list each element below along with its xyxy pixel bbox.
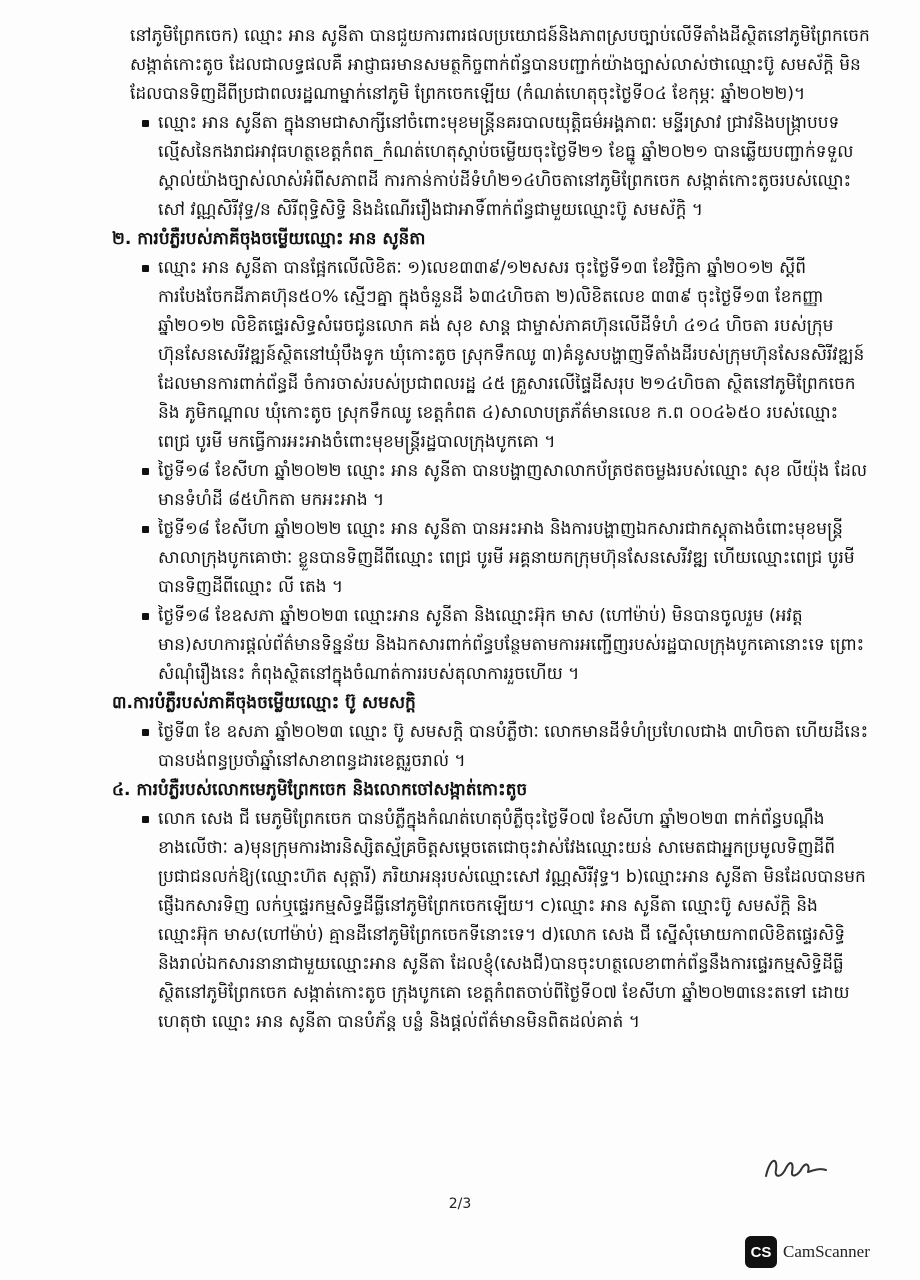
section-2-bullet-2: ថ្ងៃទី១៨ ខែសីហា ឆ្នាំ២០២២ ឈ្មោះ អាន សូនីតា បានបង្ហាញសាលាកប័ត្រថតចម្លងរបស់ឈ្មោះ សុខ លីយ៉ុង ដែលមានទំហំដី ៨៥ហិកតា មកអះអាង ។	[130, 457, 870, 515]
section-2-bullet-4: ថ្ងៃទី១៨ ខែឧសភា ឆ្នាំ២០២៣ ឈ្មោះអាន សូនីតា និងឈ្មោះអ៊ុក មាស (ហៅម៉ាប់) មិនបានចូលរួម (អវត្តមាន)សហការផ្តល់ព័ត៌មានទិន្នន័យ និងឯកសារពាក់ព័ន្ធបន្ថែមតាមការអញ្ជើញរបស់រដ្ឋបាលក្រុងបូកគោនោះទេ ព្រោះសំណុំរឿងនេះ កំពុងស្ថិតនៅក្នុងចំណាត់ការរបស់តុលាការរួចហើយ ។	[130, 602, 870, 689]
signature-mark	[760, 1148, 830, 1188]
section-2-heading: ២. ការបំភ្លឺរបស់ភាគីចុងចម្លើយឈ្មោះ អាន សូនីតា	[112, 229, 426, 249]
section-2-bullet-1: ឈ្មោះ អាន សូនីតា បានផ្អែកលើលិខិតៈ ១)លេខ៣៣៩/១២សសរ ចុះថ្ងៃទី១៣ ខែវិច្ឆិកា ឆ្នាំ២០១២ ស្តីពីការបែងចែកដីភាគហ៊ុន៥០% ស្មើៗគ្នា ក្នុងចំនួនដី ៦៣៤ហិចតា ២)លិខិតលេខ ៣៣៩ ចុះថ្ងៃទី១៣ ខែកញ្ញា ឆ្នាំ២០១២ លិខិតផ្ទេរសិទ្ធសំរេចជូនលោក គង់ សុខ សាន្ត ជាម្ចាស់ភាគហ៊ុនលើដីទំហំ ៤១៤ ហិចតា របស់ក្រុមហ៊ុនសែនសេរីវឌ្ឍន៍ស្ថិតនៅឃុំបឹងទូក ឃុំកោះតូច ស្រុកទឹកឈូ ៣)គំនូសបង្ហាញទីតាំងដីរបស់ក្រុមហ៊ុនសែនសិរីវឌ្ឍន៍ ដែលមានការពាក់ព័ន្ធដី ចំការចាស់របស់ប្រជាពលរដ្ឋ ៤៥ គ្រួសារលើផ្ទៃដីសរុប ២១៤ហិចតា ស្ថិតនៅភូមិព្រែកចេក និង ភូមិកណ្តាល ឃុំកោះតូច ស្រុកទឹកឈូ ខេត្តកំពត ៤)សាលាបត្រភ័ត៌មានលេខ ក.ព ០០៤៦៥០ របស់ឈ្មោះ ពេជ្រ បូរមី មកធ្វើការអះអាងចំពោះមុខមន្ត្រីរដ្ឋបាលក្រុងបូកគោ ។	[130, 254, 870, 457]
section-2-bullet-3: ថ្ងៃទី១៨ ខែសីហា ឆ្នាំ២០២២ ឈ្មោះ អាន សូនីតា បានអះអាង និងការបង្ហាញឯកសារជាកស្តុតាងចំពោះមុខមន្ត្រីសាលាក្រុងបូកគោថាៈ ខ្លួនបានទិញដីពីឈ្មោះ ពេជ្រ បូរមី អគ្គនាយកក្រុមហ៊ុនសែនសេរីវឌ្ឍ ហើយឈ្មោះពេជ្រ បូរមី បានទិញដីពីឈ្មោះ លី តេង ។	[130, 515, 870, 602]
section-3-bullet-1: ថ្ងៃទី៣ ខែ ឧសភា ឆ្នាំ២០២៣ ឈ្មោះ ប៊ូ សមសក្តិ បានបំភ្លឺថាៈ លោកមានដីទំហំប្រហែលជាង ៣ហិចតា ហើយដីនេះ បានបង់ពន្ធប្រចាំឆ្នាំនៅសាខាពន្ធដារខេត្តរួចរាល់ ។	[130, 718, 870, 776]
section-4-bullet-1: លោក សេង ជី មេភូមិព្រែកចេក បានបំភ្លឺក្នុងកំណត់ហេតុបំភ្លឺចុះថ្ងៃទី០៧ ខែសីហា ឆ្នាំ២០២៣ ពាក់ព័ន្ធបណ្តឹងខាងលើថាៈ a)មុនក្រុមការងារនិស្សិតស្ម័គ្រចិត្តសម្តេចតេជោចុះវាស់វែងឈ្មោះយន់ សាមេតជាអ្នកប្រមូលទិញដីពីប្រជាជនលក់ឱ្យ(ឈ្មោះហ៊ត សុត្តារី) ភរិយាអនុរបស់ឈ្មោះសៅ វណ្ណសិរីវុទ្ធ។ b)ឈ្មោះអាន សូនីតា មិនដែលបានមកផ្ញើឯកសារទិញ លក់ឬផ្ទេរកម្មសិទ្ធដីធ្លីនៅភូមិព្រែកចេកឡើយ។ c)ឈ្មោះ អាន សូនីតា ឈ្មោះប៊ូ សមស័ក្តិ និងឈ្មោះអ៊ុក មាស(ហៅម៉ាប់) គ្មានដីនៅភូមិព្រែកចេកទីនោះទេ។ d)លោក សេង ជី ស្នើសុំមោយកាពលិខិតផ្ទេរសិទ្ធិ និងរាល់ឯកសារនានាជាមួយឈ្មោះអាន សូនីតា ដែលខ្ញុំ(សេងជី)បានចុះហត្ថលេខាពាក់ព័ន្ធនឹងការផ្ទេរកម្មសិទ្ធិដីធ្លីស្ថិតនៅភូមិព្រែកចេក សង្កាត់កោះតូច ក្រុងបូកគោ ខេត្តកំពតចាប់ពីថ្ងៃទី០៧ ខែសីហា ឆ្នាំ២០២៣នេះតទៅ ដោយហេតុថា ឈ្មោះ អាន សូនីតា បានបំភ័ន្ត បន្លំ និងផ្តល់ព័ត៌មានមិនពិតដល់គាត់ ។	[130, 805, 870, 1037]
intro-paragraph: នៅភូមិព្រែកចេក) ឈ្មោះ អាន សូនីតា បានជួយការពារផលប្រយោជន៍និងភាពស្របច្បាប់លើទីតាំងដីស្ថិតនៅភូមិព្រែកចេក សង្កាត់កោះតូច ដែលជាលទ្ធផលគឺ អាជ្ញាធរមានសមត្ថកិច្ចពាក់ព័ន្ធបានបញ្ជាក់យ៉ាងច្បាស់លាស់ថាឈ្មោះប៊ូ សមស័ក្តិ មិនដែលបានទិញដីពីប្រជាពលរដ្ឋណាម្នាក់នៅភូមិ ព្រែកចេកឡើយ (កំណត់ហេតុចុះថ្ងៃទី០៤ ខែកុម្ភៈ ឆ្នាំ២០២២)។	[130, 26, 870, 104]
intro-bullet: ឈ្មោះ អាន សូនីតា ក្នុងនាមជាសាក្សីនៅចំពោះមុខមន្ត្រីនគរបាលយុត្តិធម៌អង្គភាពៈ មន្ទីរស្រាវ ជ្រាវនិងបង្ក្រាបបទល្មើសនៃកងរាជអាវុធហត្ថខេត្តកំពត_កំណត់ហេតុស្តាប់ចម្លើយចុះថ្ងៃទី២១ ខែធ្នូ ឆ្នាំ២០២១ បានឆ្លើយបញ្ជាក់ទទួលស្គាល់យ៉ាងច្បាស់លាស់អំពីសភាពដី ការកាន់កាប់ដីទំហំ២១៤ហិចតានៅភូមិព្រែកចេក សង្កាត់កោះតូចរបស់ឈ្មោះ សៅ វណ្ណសិរីវុទ្ធ/ន សិរីពុទ្ធិសិទ្ធិ និងដំណើររឿងជាអាទិ៍ពាក់ព័ន្ធជាមួយឈ្មោះប៊ូ សមស័ក្តិ ។	[130, 109, 870, 225]
section-4-heading: ៤. ការបំភ្លឺរបស់លោកមេភូមិព្រែកចេក និងលោកចៅសង្កាត់កោះតូច	[112, 780, 528, 800]
page-number: 2/3	[448, 1196, 472, 1212]
camscanner-label: CamScanner	[783, 1242, 870, 1261]
section-3-heading: ៣.ការបំភ្លឺរបស់ភាគីចុងចម្លើយឈ្មោះ ប៊ូ សមសក្តិ	[112, 693, 416, 713]
camscanner-logo-icon: CS	[745, 1236, 777, 1268]
document-body	[112, 22, 870, 1037]
camscanner-watermark	[745, 1236, 870, 1268]
